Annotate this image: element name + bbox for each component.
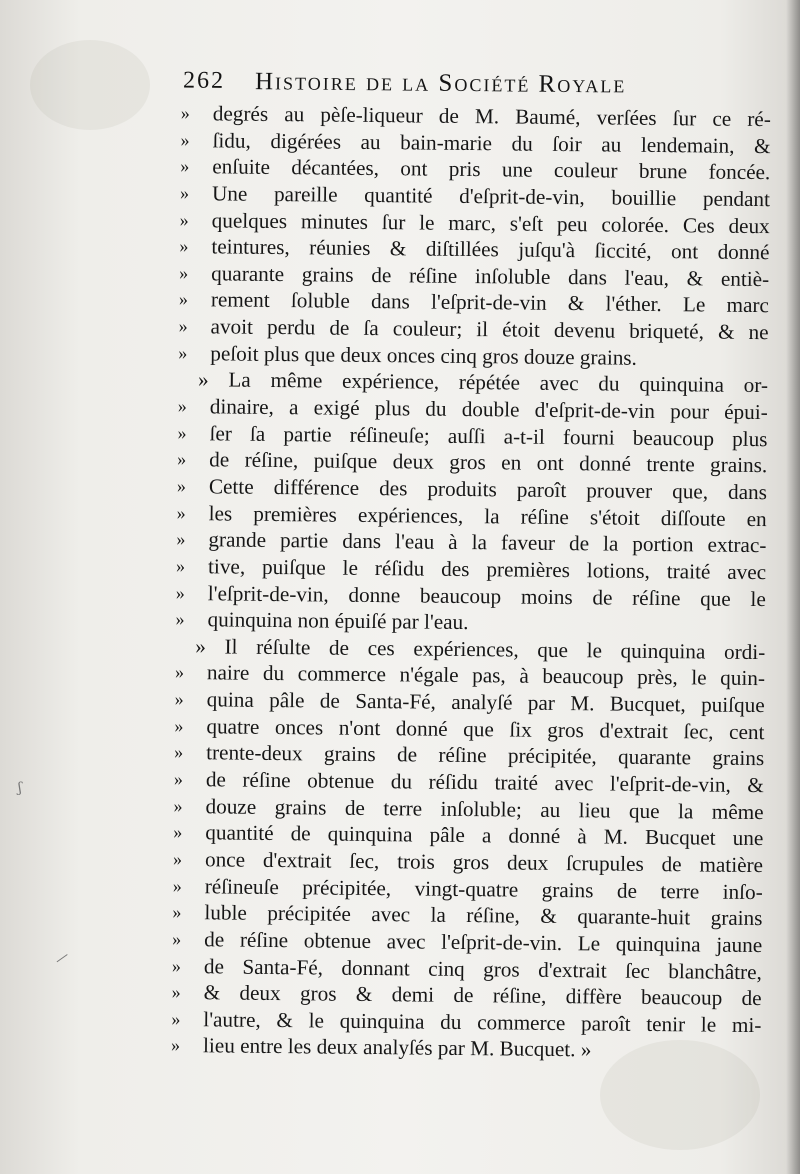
line-text: de Santa-Fé, donnant cinq gros d'extrait ſec blanchâtre, (203, 953, 763, 984)
line-text: de réſine, puiſque deux gros en ont donné trente grains. (209, 447, 768, 478)
line-text: tive, puiſque le réſidu des premières lotions, traité avec (207, 554, 767, 585)
quote-mark: » (174, 689, 184, 710)
quote-mark: » (176, 475, 187, 497)
line-text: réſineuſe précipitée, vingt-quatre grains de terre inſo- (204, 873, 763, 904)
margin-mark: ʃ (18, 780, 22, 796)
line-text: l'eſprit-de-vin, donne beaucoup moins de réſine que le (207, 580, 766, 611)
quote-mark: » (171, 1008, 181, 1029)
quote-mark: » (170, 1035, 181, 1056)
quote-mark: » (174, 715, 184, 736)
quote-mark: » (178, 316, 188, 337)
quote-mark: » (178, 289, 189, 310)
quote-mark: » (179, 182, 190, 204)
quote-mark: » (171, 982, 181, 1003)
line-text: degrés au pèſe-liqueur de M. Baumé, verſées ſur ce ré- (212, 101, 771, 132)
quote-mark: » (180, 156, 190, 177)
quote-mark: » (175, 609, 185, 630)
quote-mark: » (176, 529, 186, 550)
line-text: quarante grains de réſine inſoluble dans l'eau, & entiè- (211, 261, 770, 292)
line-text: rement ſoluble dans l'eſprit-de-vin & l'éther. Le marc (210, 287, 770, 318)
line-text: grande partie dans l'eau à la faveur de la portion extrac- (208, 527, 767, 558)
quote-mark: » (176, 555, 186, 576)
line-text: once d'extrait ſec, trois gros deux ſcrupules de matière (204, 847, 764, 878)
quote-mark: » (177, 396, 187, 417)
line-text: dinaire, a exigé plus du double d'eſprit-de-vin pour épui- (209, 394, 768, 425)
page-edge-shadow (786, 0, 800, 1174)
line-text: les premières expériences, la réſine s'étoit diſſoute en (208, 500, 767, 531)
quote-mark: » (178, 342, 188, 363)
line-text: ſidu, digérées au bain-marie du ſoir au lendemain, & (212, 127, 771, 158)
quote-mark: » (173, 795, 183, 816)
line-text: douze grains de terre inſoluble; au lieu que la même (205, 793, 764, 824)
line-text: Cette différence des produits paroît prouver que, dans (208, 474, 768, 505)
line-text: quatre onces n'ont donné que ſix gros d'extrait ſec, cent (206, 714, 765, 744)
line-text: peſoit plus que deux onces cinq gros douze grains. (210, 341, 638, 370)
line-text: » La même expérience, répétée avec du quinquina or- (197, 367, 769, 398)
line-text: quelques minutes ſur le marc, s'eſt peu colorée. Ces deux (211, 207, 770, 238)
line-text: quinquina non épuiſé par l'eau. (207, 607, 469, 635)
body-text (171, 100, 771, 1065)
margin-mark: — (51, 947, 73, 969)
quote-mark: » (179, 236, 189, 257)
quote-mark: » (171, 955, 182, 976)
line-text: avoit perdu de ſa couleur; il étoit devenu briqueté, & ne (210, 314, 769, 345)
quote-mark: » (174, 662, 185, 683)
paper-stain (30, 40, 150, 130)
quote-mark: » (172, 928, 182, 949)
line-text: » Il réſulte de ces expériences, que le quinquina ordi- (195, 633, 766, 664)
line-text: trente-deux grains de réſine précipitée, quarante grains (206, 740, 765, 771)
running-title: Histoire de la Société Royale (254, 68, 627, 99)
quote-mark: » (180, 102, 190, 124)
line-text: de réſine obtenue avec l'eſprit-de-vin. Le quinquina jaune (204, 927, 763, 957)
line-text: ſer ſa partie réſineuſe; auſſi a-t-il fourni beaucoup plus (209, 421, 768, 451)
quote-mark: » (173, 822, 183, 843)
line-text: & deux gros & demi de réſine, diffère beaucoup de (203, 980, 762, 1011)
page-number: 262 (182, 67, 226, 94)
quote-mark: » (180, 129, 190, 150)
quote-mark: » (172, 902, 182, 923)
line-text: luble précipitée avec la réſine, & quarante-huit grains (204, 900, 763, 931)
quote-mark: » (177, 422, 187, 443)
quote-mark: » (172, 848, 183, 869)
line-text: Une pareille quantité d'eſprit-de-vin, bouillie pendant (211, 181, 771, 212)
text-line (171, 1032, 761, 1065)
quote-mark: » (176, 502, 186, 523)
line-text: naire du commerce n'égale pas, à beaucoup près, le quin- (206, 660, 766, 691)
line-text: teintures, réunies & diſtillées juſqu'à ſiccité, ont donné (211, 234, 770, 265)
quote-mark: » (174, 742, 184, 763)
line-text: quantité de quinquina pâle a donné à M. Bucquet une (205, 820, 764, 851)
quote-mark: » (177, 449, 187, 470)
quote-mark: » (175, 582, 185, 603)
line-text: quina pâle de Santa-Fé, analyſé par M. Bucquet, puiſque (206, 687, 765, 718)
line-text: lieu entre les deux analyſés par M. Bucquet. » (202, 1033, 592, 1062)
line-text: de réſine obtenue du réſidu traité avec l'eſprit-de-vin, & (205, 767, 764, 798)
line-text: l'autre, & le quinquina du commerce paroît tenir le mi- (203, 1007, 762, 1037)
quote-mark: » (172, 875, 182, 896)
line-text: enſuite décantées, ont pris une couleur brune foncée. (212, 154, 771, 185)
quote-mark: » (179, 262, 189, 283)
quote-mark: » (179, 209, 189, 230)
quote-mark: » (173, 768, 183, 790)
